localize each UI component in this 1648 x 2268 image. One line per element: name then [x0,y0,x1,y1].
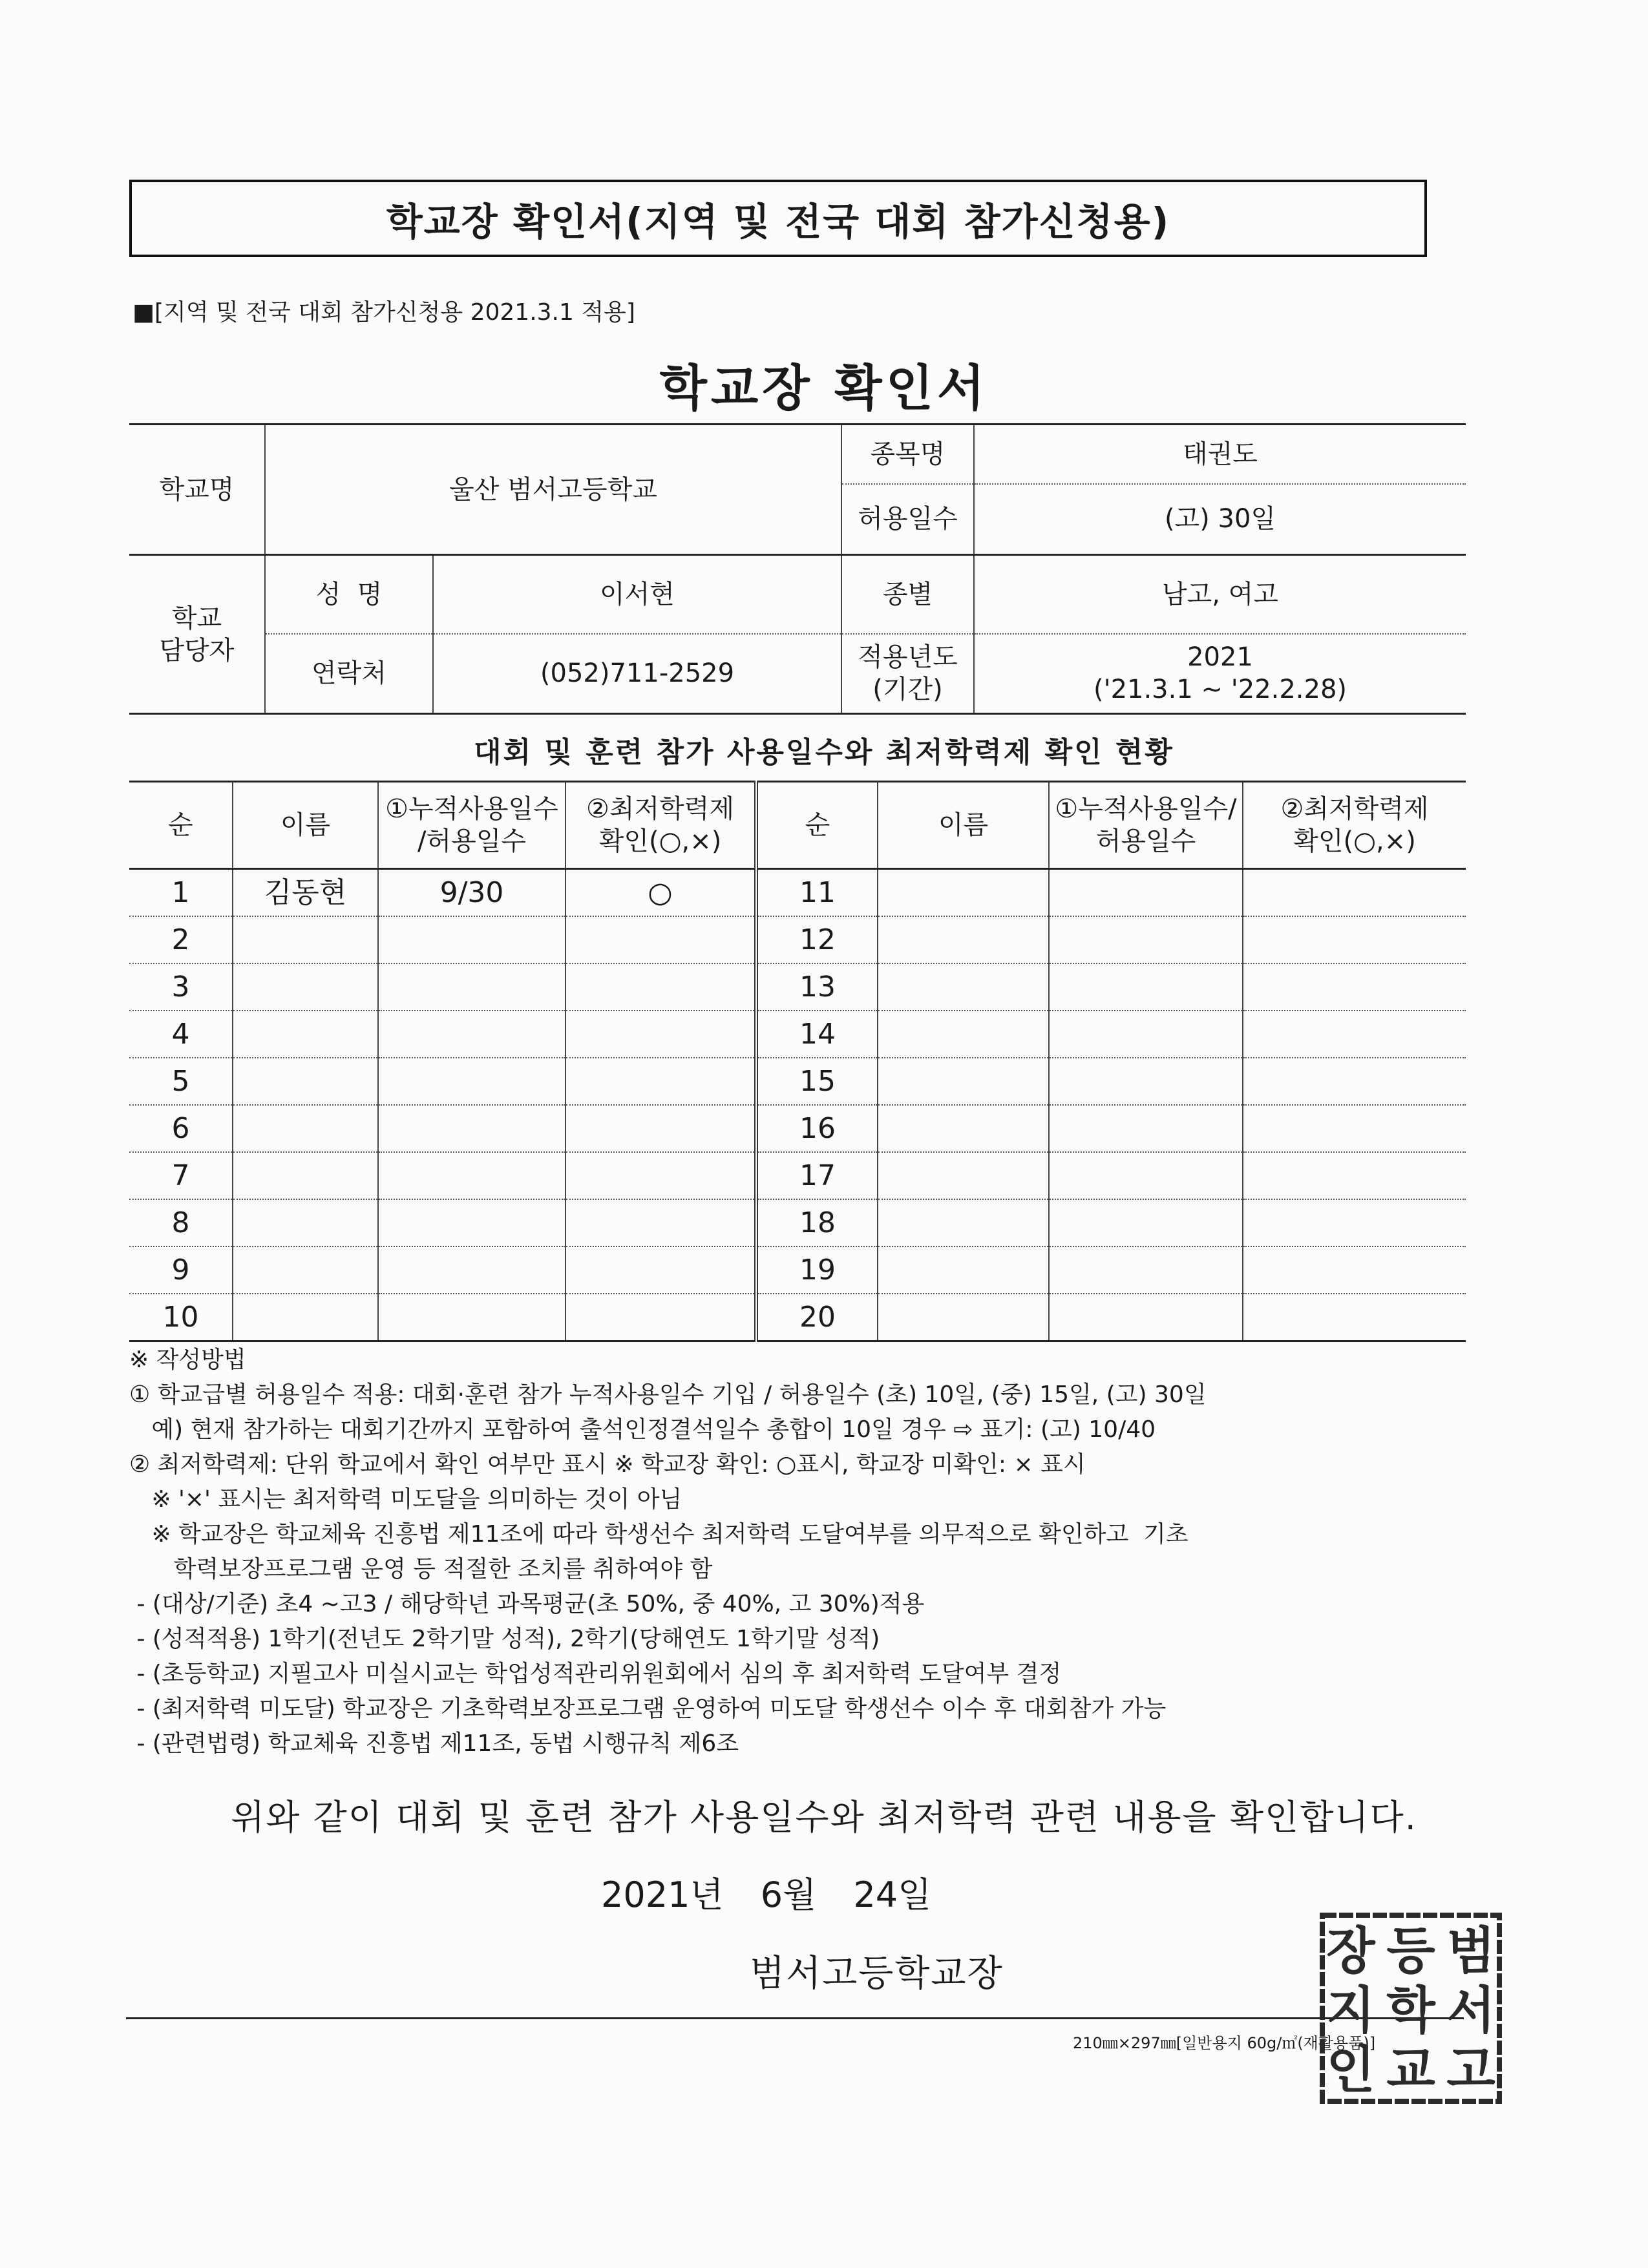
manager-label: 학교 담당자 [159,603,235,666]
year-label: 적용년도 (기간) [841,634,974,714]
row-no: 9 [129,1246,233,1294]
row-name-right [878,1011,1049,1058]
row-no-right: 16 [756,1105,878,1152]
row-no: 1 [129,869,233,917]
row-min: ○ [565,869,756,917]
instruction-line: - (대상/기준) 초4 ~고3 / 해당학년 과목평균(초 50%, 중 40%, 고 30%)적용 [129,1591,925,1617]
row-name [233,1294,378,1341]
principal-name: 범서고등학교장 [750,1953,1004,1995]
row-min-right [1243,869,1466,917]
row-days [378,1152,565,1199]
manager-name-label: 성 명 [265,555,433,634]
row-min [565,916,756,963]
paper-spec-note: 210㎜×297㎜[일반용지 60g/㎡(재활용품)] [1073,2034,1376,2052]
row-days [378,1246,565,1294]
table-row [129,1058,1466,1105]
signing-date: 2021년 6월 24일 [601,1874,932,1915]
header-days-right: ①누적사용일수/ 허용일수 [1049,782,1243,869]
school-name-label: 학교명 [129,425,265,555]
row-days-right [1049,1058,1243,1105]
row-days: 9/30 [378,869,565,917]
instructions [129,1343,1486,1761]
manager-name-value: 이서현 [433,555,841,634]
instruction-line: - (초등학교) 지필고사 미실시교는 학업성적관리위원회에서 심의 후 최저학력 도달여부 결정 [129,1661,1062,1687]
row-days-right [1049,1294,1243,1341]
instruction-line: ※ '×' 표시는 최저학력 미도달을 의미하는 것이 아님 [129,1486,682,1513]
header-min-right: ②최저학력제 확인(○,×) [1243,782,1466,869]
header-name: 이름 [233,782,378,869]
row-no-right: 19 [756,1246,878,1294]
row-name-right [878,916,1049,963]
row-no-right: 18 [756,1199,878,1246]
principal-seal [1318,1911,1503,2105]
instruction-line: - (최저학력 미도달) 학교장은 기초학력보장프로그램 운영하여 미도달 학생선수 이수 후 대회참가 가능 [129,1696,1167,1722]
year-value: 2021 ('21.3.1 ~ '22.2.28) [974,634,1466,714]
header-min: ②최저학력제 확인(○,×) [565,782,756,869]
row-name-right [878,963,1049,1011]
row-no: 7 [129,1152,233,1199]
table-row [129,1152,1466,1199]
row-days-right [1049,963,1243,1011]
instruction-line: - (성적적용) 1학기(전년도 2학기말 성적), 2학기(당해연도 1학기말 성적) [129,1626,880,1652]
seal-character: 등 [1386,1922,1435,1980]
table-row [129,869,1466,917]
row-days [378,1199,565,1246]
row-name-right [878,869,1049,917]
event-label: 종목명 [841,425,974,484]
row-name-right [878,1199,1049,1246]
row-days-right [1049,1011,1243,1058]
instruction-line: 학력보장프로그램 운영 등 적절한 조치를 취하여야 함 [129,1556,713,1582]
row-no: 3 [129,963,233,1011]
table-row [129,1294,1466,1341]
row-name [233,1199,378,1246]
instruction-line: ※ 작성방법 [129,1347,246,1373]
row-no-right: 13 [756,963,878,1011]
row-name-right [878,1105,1049,1152]
row-min [565,1294,756,1341]
contact-value: (052)711-2529 [433,634,841,714]
row-no: 2 [129,916,233,963]
instruction-line: ② 최저학력제: 단위 학교에서 확인 여부만 표시 ※ 학교장 확인: ○표시, 학교장 미확인: × 표시 [129,1451,1086,1478]
row-no: 8 [129,1199,233,1246]
row-min [565,1058,756,1105]
row-name-right [878,1246,1049,1294]
table-row [129,1105,1466,1152]
row-name [233,1058,378,1105]
row-days [378,1105,565,1152]
document-title: 학교장 확인서 [659,359,989,417]
table-row [129,963,1466,1011]
row-days [378,1011,565,1058]
row-min-right [1243,1058,1466,1105]
allowed-days-value: (고) 30일 [974,484,1466,555]
row-days [378,1058,565,1105]
seal-character: 장 [1326,1922,1375,1980]
row-min [565,1199,756,1246]
row-no: 4 [129,1011,233,1058]
row-days-right [1049,1105,1243,1152]
student-table [129,781,1466,1342]
header-no-right: 순 [756,782,878,869]
row-days-right [1049,1199,1243,1246]
header-name-right: 이름 [878,782,1049,869]
row-min [565,1246,756,1294]
row-days [378,1294,565,1341]
row-min [565,963,756,1011]
school-info-table [129,423,1466,715]
school-name-value: 울산 범서고등학교 [265,425,841,555]
contact-label: 연락처 [265,634,433,714]
header-no: 순 [129,782,233,869]
row-days [378,916,565,963]
seal-character: 학 [1386,1981,1435,2040]
table-row [129,1199,1466,1246]
form-title: 학교장 확인서(지역 및 전국 대회 참가신청용) [386,200,1170,244]
seal-character: 고 [1446,2041,1495,2099]
row-name [233,963,378,1011]
row-days-right [1049,1152,1243,1199]
bottom-divider [126,2017,1464,2019]
instruction-line: ① 학교급별 허용일수 적용: 대회·훈련 참가 누적사용일수 기입 / 허용일수 (초) 10일, (중) 15일, (고) 30일 [129,1381,1207,1408]
seal-character: 교 [1386,2041,1435,2099]
confirmation-statement: 위와 같이 대회 및 훈련 참가 사용일수와 최저학력 관련 내용을 확인합니다. [231,1797,1417,1838]
seal-character: 서 [1446,1981,1495,2040]
student-table-header [129,782,1466,869]
seal-character: 인 [1326,2041,1375,2099]
row-name [233,1011,378,1058]
seal-character: 지 [1326,1981,1375,2040]
section-title: 대회 및 훈련 참가 사용일수와 최저학력제 확인 현황 [474,736,1174,769]
row-no: 6 [129,1105,233,1152]
row-no-right: 14 [756,1011,878,1058]
table-row [129,1246,1466,1294]
row-days [378,963,565,1011]
row-min-right [1243,1011,1466,1058]
row-min-right [1243,1199,1466,1246]
gender-value: 남고, 여고 [974,555,1466,634]
gender-label: 종별 [841,555,974,634]
row-no-right: 12 [756,916,878,963]
row-name [233,1105,378,1152]
row-min-right [1243,1294,1466,1341]
row-name-right [878,1294,1049,1341]
table-row [129,916,1466,963]
row-no-right: 15 [756,1058,878,1105]
row-name [233,1152,378,1199]
row-min-right [1243,916,1466,963]
header-days: ①누적사용일수 /허용일수 [378,782,565,869]
row-name: 김동현 [233,869,378,917]
instruction-line: 예) 현재 참가하는 대회기간까지 포함하여 출석인정결석일수 총합이 10일 경우 ⇨ 표기: (고) 10/40 [129,1416,1156,1443]
row-min [565,1105,756,1152]
allowed-days-label: 허용일수 [841,484,974,555]
row-name-right [878,1152,1049,1199]
row-no-right: 20 [756,1294,878,1341]
event-value: 태권도 [974,425,1466,484]
row-no-right: 17 [756,1152,878,1199]
row-min [565,1011,756,1058]
form-version-note: ■[지역 및 전국 대회 참가신청용 2021.3.1 적용] [132,299,635,326]
seal-character: 범 [1446,1922,1495,1980]
form-title-box [129,180,1427,257]
row-name [233,916,378,963]
row-min-right [1243,1152,1466,1199]
table-row [129,1011,1466,1058]
row-days-right [1049,1246,1243,1294]
row-min-right [1243,963,1466,1011]
row-no-right: 11 [756,869,878,917]
row-no: 10 [162,1301,199,1334]
row-days-right [1049,916,1243,963]
instruction-line: - (관련법령) 학교체육 진흥법 제11조, 동법 시행규칙 제6조 [129,1730,739,1757]
row-days-right [1049,869,1243,917]
instruction-line: ※ 학교장은 학교체육 진흥법 제11조에 따라 학생선수 최저학력 도달여부를 의무적으로 확인하고 기초 [129,1521,1188,1548]
row-min-right [1243,1105,1466,1152]
row-min-right [1243,1246,1466,1294]
row-no: 5 [129,1058,233,1105]
row-name [233,1246,378,1294]
row-name-right [878,1058,1049,1105]
row-min [565,1152,756,1199]
